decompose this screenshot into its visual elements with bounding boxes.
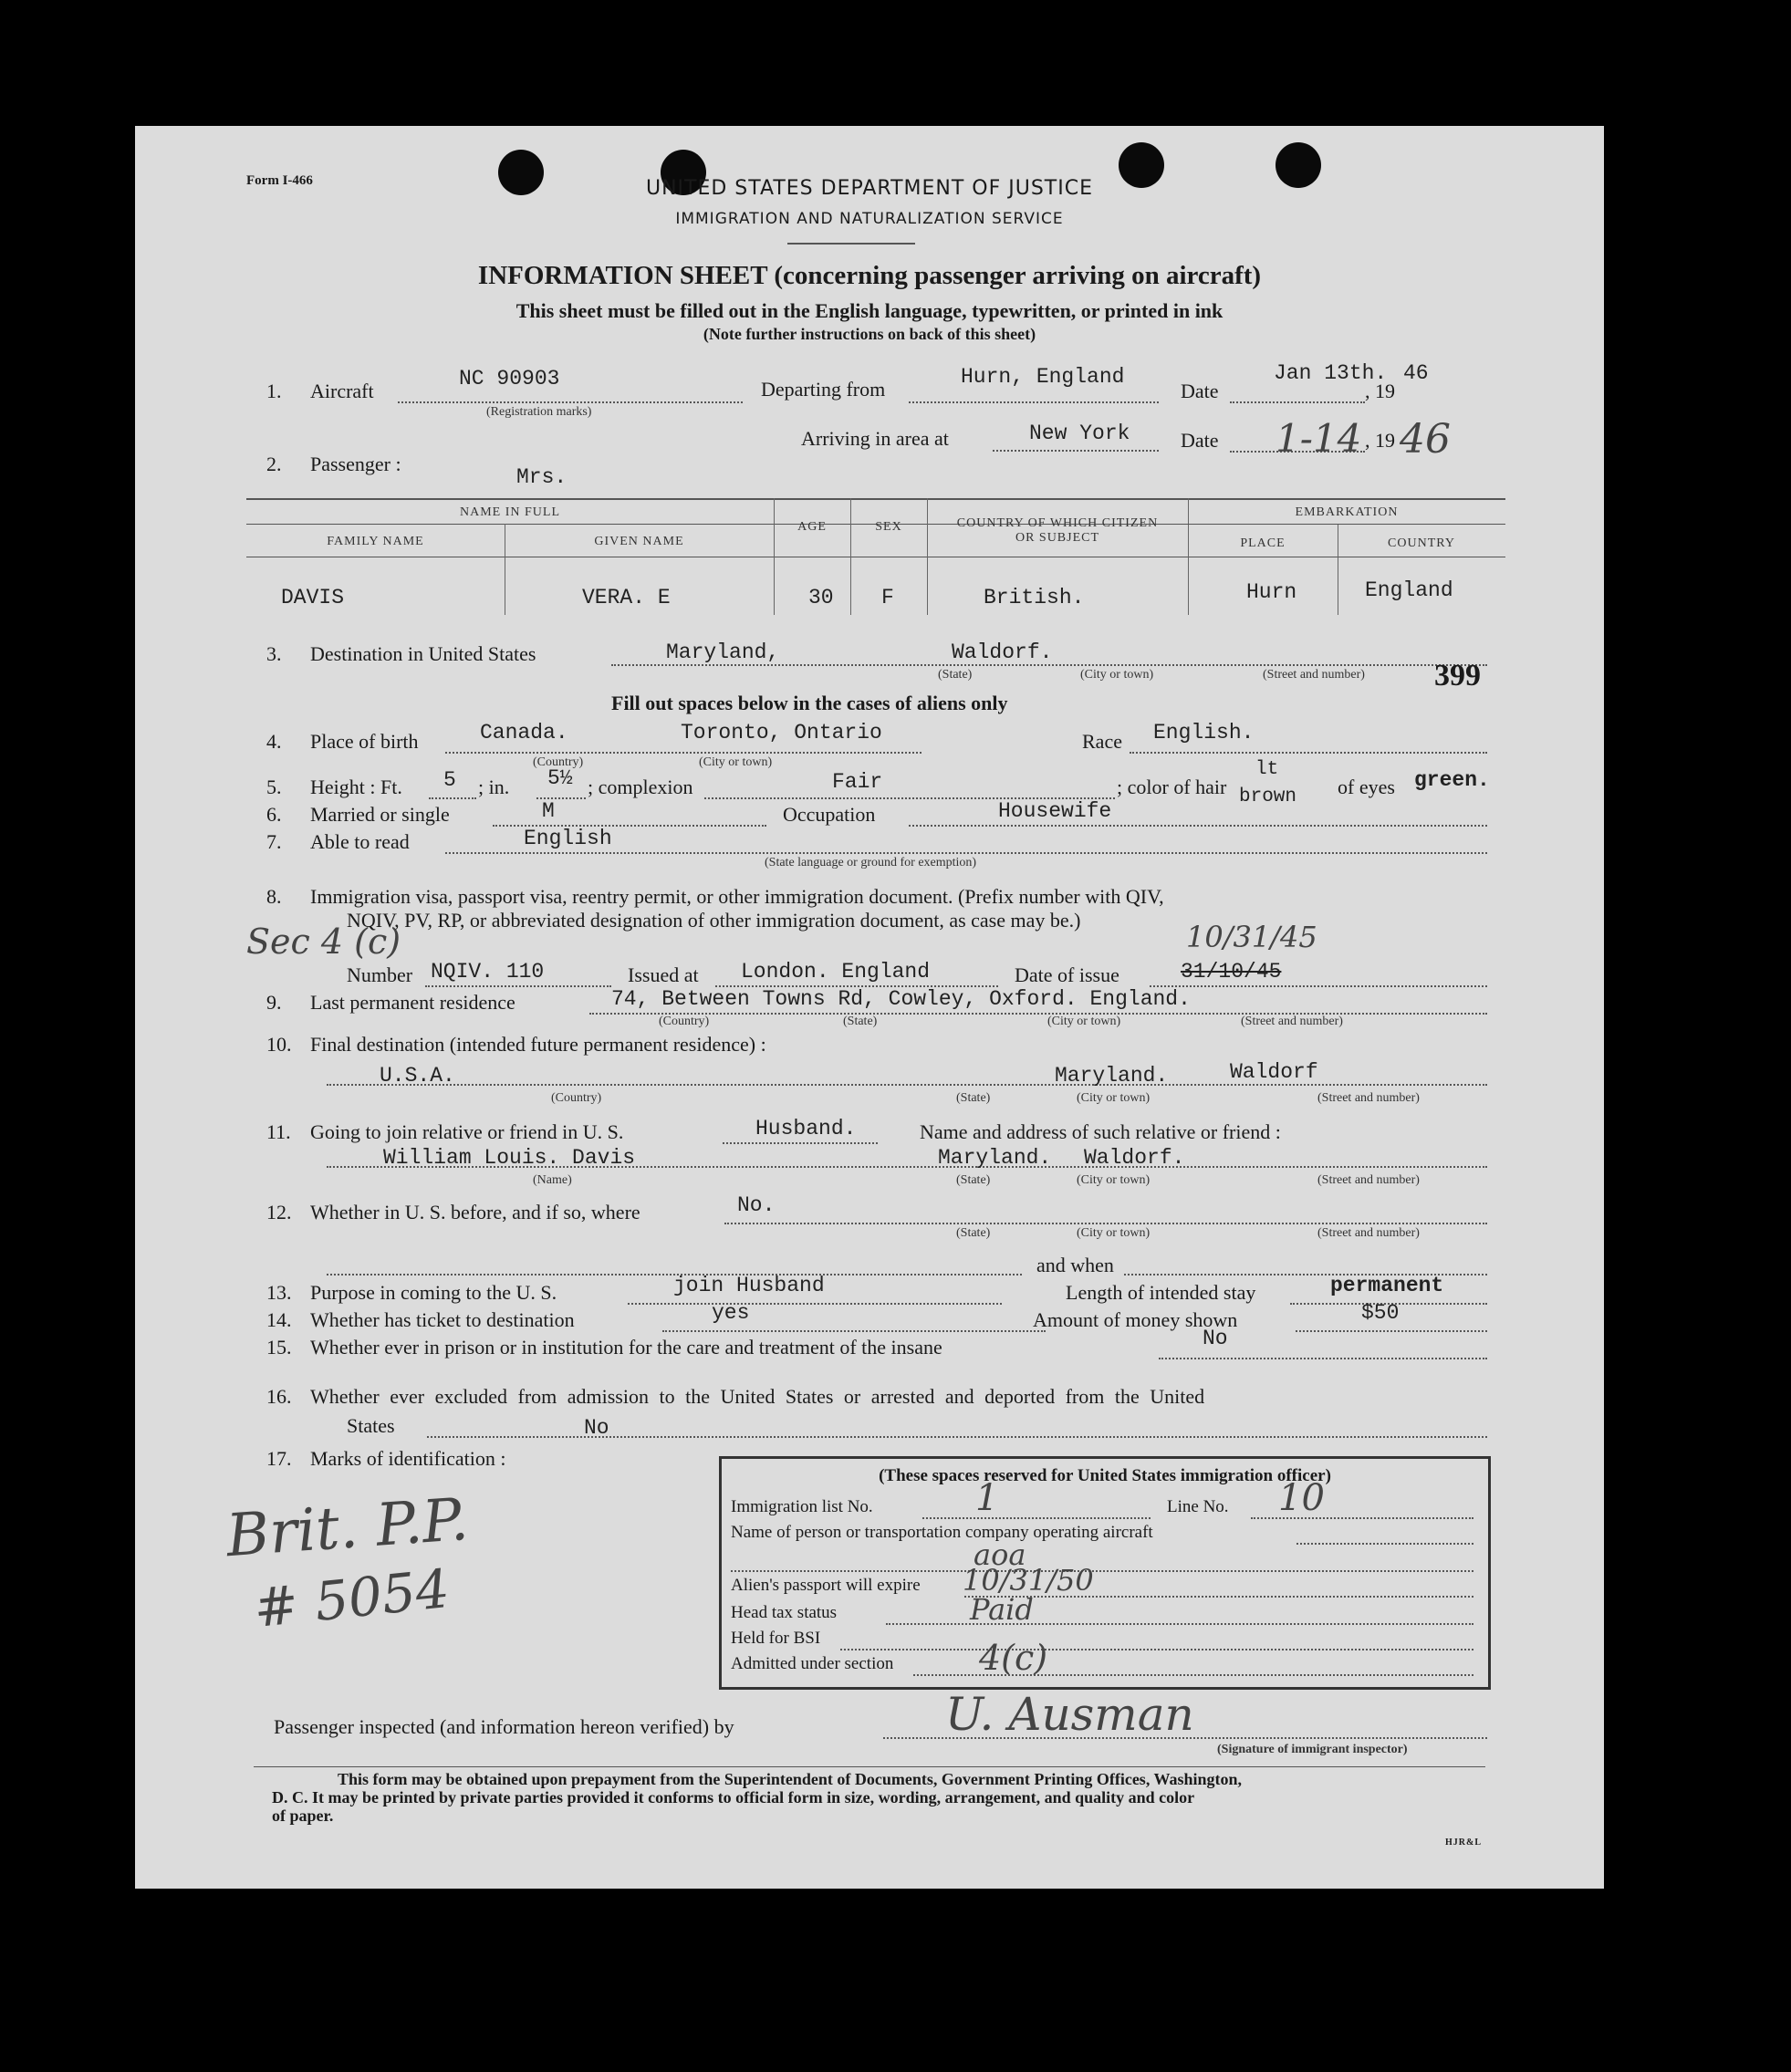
item-number: 5. <box>266 776 282 798</box>
printer-mark: HJR&L <box>1445 1838 1482 1848</box>
item-number: 8. <box>266 885 282 908</box>
final-state-value: Maryland. <box>1055 1064 1169 1088</box>
relative-name-value: William Louis. Davis <box>383 1146 636 1170</box>
passenger-title-value: Mrs. <box>516 465 567 489</box>
aliens-only-heading: Fill out spaces below in the cases of aliens only <box>611 692 1008 714</box>
last-residence-label: Last permanent residence <box>310 991 515 1014</box>
marks-value-line2: # 5054 <box>251 1557 453 1640</box>
footer-line1: This form may be obtained upon prepayment from the Superintendent of Documents, Government Printing Offices, Washington, <box>338 1770 1243 1788</box>
given-name-header: GIVEN NAME <box>594 535 684 548</box>
final-destination-label: Final destination (intended future permanent residence) : <box>310 1033 766 1056</box>
city-caption: (City or town) <box>1047 1015 1121 1028</box>
family-name-value: DAVIS <box>281 586 345 609</box>
excluded-text-line2: States <box>347 1414 395 1437</box>
operator-label: Name of person or transportation company operating aircraft <box>731 1523 1153 1542</box>
stamp-number: 399 <box>1434 659 1481 692</box>
city-caption: (City or town) <box>1080 668 1154 682</box>
aircraft-line <box>398 401 743 403</box>
city-caption: (City or town) <box>1077 1173 1151 1187</box>
form-instruction: This sheet must be filled out in the English language, typewritten, or printed in ink <box>515 299 1224 322</box>
doc-number-value: NQIV. 110 <box>431 960 545 984</box>
line-no-label: Line No. <box>1167 1497 1229 1516</box>
issued-at-label: Issued at <box>628 963 699 986</box>
aircraft-value: NC 90903 <box>459 367 560 390</box>
height-label: Height : Ft. <box>310 776 402 798</box>
inspector-signature: U. Ausman <box>945 1688 1194 1741</box>
arrive-year-prefix: , 19 <box>1365 429 1395 452</box>
form-sheet <box>135 126 1604 1889</box>
occupation-label: Occupation <box>783 803 876 826</box>
item-number: 10. <box>266 1033 292 1056</box>
arrive-year-value: 46 <box>1400 416 1451 463</box>
form-note: (Note further instructions on back of this sheet) <box>703 325 1036 343</box>
list-no-label: Immigration list No. <box>731 1497 873 1516</box>
dest-state-value: Maryland, <box>666 640 780 664</box>
in-us-before-label: Whether in U. S. before, and if so, where <box>310 1201 640 1223</box>
passport-expire-label: Alien's passport will expire <box>731 1576 921 1595</box>
prison-label: Whether ever in prison or in institution for the care and treatment of the insane <box>310 1336 942 1359</box>
length-stay-value: permanent <box>1330 1274 1444 1297</box>
street-caption: (Street and number) <box>1317 1226 1420 1240</box>
issued-at-value: London. England <box>741 960 931 984</box>
officer-reserved-box <box>719 1456 1491 1690</box>
race-label: Race <box>1082 730 1122 753</box>
country-caption: (Country) <box>659 1015 710 1028</box>
item-number: 2. <box>266 453 282 475</box>
item-number: 14. <box>266 1308 292 1331</box>
depart-year-prefix: , 19 <box>1365 380 1395 402</box>
item-number: 7. <box>266 830 282 853</box>
date-of-issue-label: Date of issue <box>1015 963 1119 986</box>
item-number: 6. <box>266 803 282 826</box>
depart-year-value: 46 <box>1403 361 1429 385</box>
departing-value: Hurn, England <box>961 365 1125 389</box>
depart-date-line <box>1230 401 1365 403</box>
doc-number-label: Number <box>347 963 413 986</box>
date-of-issue-handwritten: 10/31/45 <box>1186 920 1317 954</box>
state-caption: (State) <box>956 1226 991 1240</box>
embark-country-value: England <box>1365 578 1453 602</box>
age-value: 30 <box>808 586 834 609</box>
birth-label: Place of birth <box>310 730 419 753</box>
arriving-value: New York <box>1029 422 1130 445</box>
passport-expire-value: 10/31/50 <box>963 1563 1094 1598</box>
purpose-label: Purpose in coming to the U. S. <box>310 1281 557 1304</box>
length-stay-label: Length of intended stay <box>1066 1281 1256 1304</box>
arrive-date-label: Date <box>1181 429 1219 452</box>
city-caption: (City or town) <box>1077 1091 1151 1105</box>
state-language-caption: (State language or ground for exemption) <box>765 856 977 869</box>
visa-text-line1: Immigration visa, passport visa, reentry permit, or other immigration document. (Prefix number with QIV, <box>310 885 1164 908</box>
country-header: COUNTRY <box>1388 536 1455 550</box>
final-country-value: U.S.A. <box>380 1064 455 1088</box>
destination-label: Destination in United States <box>310 642 536 665</box>
item-number: 13. <box>266 1281 292 1304</box>
married-value: M <box>542 799 555 823</box>
passenger-label: Passenger : <box>310 453 401 475</box>
item-number: 12. <box>266 1201 292 1223</box>
marks-label: Marks of identification : <box>310 1447 506 1470</box>
departing-line <box>909 401 1159 403</box>
footer-line3: of paper. <box>272 1806 334 1825</box>
dest-city-value: Waldorf. <box>952 640 1053 664</box>
sex-value: F <box>881 586 894 609</box>
city-caption: (City or town) <box>699 755 773 769</box>
date-of-issue-value: 31/10/45 <box>1181 960 1282 984</box>
place-header: PLACE <box>1240 536 1286 550</box>
item-number: 15. <box>266 1336 292 1359</box>
read-label: Able to read <box>310 830 410 853</box>
given-name-value: VERA. E <box>582 586 671 609</box>
item-number: 3. <box>266 642 282 665</box>
admitted-value: 4(c) <box>979 1638 1048 1678</box>
item-number: 11. <box>266 1120 291 1143</box>
purpose-value: join Husband <box>673 1274 825 1297</box>
list-no-value: 1 <box>975 1477 999 1519</box>
header-divider <box>787 243 915 245</box>
in-us-before-value: No. <box>737 1193 776 1217</box>
name-caption: (Name) <box>533 1173 572 1187</box>
final-city-value: Waldorf <box>1230 1060 1318 1084</box>
street-caption: (Street and number) <box>1317 1091 1420 1105</box>
section-note: Sec 4 (c) <box>246 921 401 962</box>
hair-value-line2: brown <box>1239 786 1297 807</box>
visa-text-line2: NQIV, PV, RP, or abbreviated designation of other immigration document, as case may be.) <box>347 909 1081 932</box>
birth-city-value: Toronto, Ontario <box>681 721 882 744</box>
service-heading: IMMIGRATION AND NATURALIZATION SERVICE <box>675 210 1064 228</box>
arriving-label: Arriving in area at <box>801 427 949 450</box>
name-address-label: Name and address of such relative or friend : <box>920 1120 1281 1143</box>
state-caption: (State) <box>956 1091 991 1105</box>
hair-value-line1: lt <box>1255 759 1279 780</box>
money-label: Amount of money shown <box>1033 1308 1238 1331</box>
officer-box-heading: (These spaces reserved for United States immigration officer) <box>879 1466 1331 1485</box>
head-tax-label: Head tax status <box>731 1603 838 1622</box>
eyes-label: of eyes <box>1338 776 1395 798</box>
department-heading: UNITED STATES DEPARTMENT OF JUSTICE <box>645 177 1093 200</box>
height-in-value: 5½ <box>547 766 573 790</box>
read-value: English <box>524 827 612 850</box>
state-caption: (State) <box>938 668 973 682</box>
form-number: Form I-466 <box>246 173 313 188</box>
birth-country-value: Canada. <box>480 721 568 744</box>
registration-marks-caption: (Registration marks) <box>486 405 592 419</box>
prison-value: No <box>1203 1327 1228 1350</box>
item-number: 4. <box>266 730 282 753</box>
country-caption: (Country) <box>551 1091 602 1105</box>
departing-label: Departing from <box>761 378 886 401</box>
family-name-header: FAMILY NAME <box>327 535 424 548</box>
citizen-value: British. <box>984 586 1085 609</box>
excluded-text-line1: Whether ever excluded from admission to the United States or arrested and deported from the United <box>310 1385 1205 1408</box>
complexion-label: ; complexion <box>588 776 693 798</box>
ticket-label: Whether has ticket to destination <box>310 1308 575 1331</box>
embarkation-header: EMBARKATION <box>1295 505 1399 519</box>
occupation-value: Housewife <box>998 799 1112 823</box>
height-ft-value: 5 <box>443 768 456 792</box>
line-no-value: 10 <box>1278 1477 1325 1519</box>
aircraft-label: Aircraft <box>310 380 374 402</box>
street-caption: (Street and number) <box>1263 668 1365 682</box>
or-subject-header: OR SUBJECT <box>1015 531 1100 545</box>
height-in-label: ; in. <box>478 776 510 798</box>
name-in-full-header: NAME IN FULL <box>460 505 560 519</box>
admitted-label: Admitted under section <box>731 1654 894 1673</box>
married-label: Married or single <box>310 803 450 826</box>
complexion-value: Fair <box>832 770 883 794</box>
money-value: $50 <box>1361 1301 1400 1325</box>
item-number: 17. <box>266 1447 292 1470</box>
head-tax-value: Paid <box>970 1592 1034 1627</box>
operator-value: aoa <box>974 1537 1026 1572</box>
marks-value-line1: Brit. P.P. <box>224 1485 471 1571</box>
street-caption: (Street and number) <box>1241 1015 1343 1028</box>
inspected-label: Passenger inspected (and information hereon verified) by <box>274 1715 734 1738</box>
and-when-label: and when <box>1036 1254 1114 1276</box>
age-header: AGE <box>797 520 827 534</box>
signature-caption: (Signature of immigrant inspector) <box>1217 1743 1408 1756</box>
country-citizen-header: COUNTRY OF WHICH CITIZEN <box>956 516 1159 530</box>
form-title: INFORMATION SHEET (concerning passenger arriving on aircraft) <box>477 261 1262 290</box>
eyes-value: green. <box>1414 768 1490 792</box>
arrive-date-value: 1-14 <box>1276 416 1362 461</box>
state-caption: (State) <box>843 1015 878 1028</box>
ticket-value: yes <box>712 1301 750 1325</box>
race-value: English. <box>1153 721 1255 744</box>
join-value: Husband. <box>755 1117 857 1140</box>
arriving-line <box>993 450 1159 452</box>
depart-date-label: Date <box>1181 380 1219 402</box>
sex-header: SEX <box>875 520 902 534</box>
depart-date-value: Jan 13th. <box>1274 361 1388 385</box>
country-caption: (Country) <box>533 755 584 769</box>
item-number: 16. <box>266 1385 292 1408</box>
excluded-value: No <box>584 1416 609 1440</box>
relative-state-value: Maryland. <box>938 1146 1052 1170</box>
hair-label: ; color of hair <box>1117 776 1227 798</box>
bsi-label: Held for BSI <box>731 1629 821 1648</box>
join-label: Going to join relative or friend in U. S. <box>310 1120 624 1143</box>
footer-divider <box>254 1766 1485 1767</box>
relative-city-value: Waldorf. <box>1084 1146 1185 1170</box>
footer-line2: D. C. It may be printed by private parties provided it conforms to official form in size, wording, arrangement, and quality and color <box>272 1788 1195 1806</box>
city-caption: (City or town) <box>1077 1226 1151 1240</box>
last-residence-value: 74, Between Towns Rd, Cowley, Oxford. England. <box>611 987 1191 1011</box>
item-number: 9. <box>266 991 282 1014</box>
item-number: 1. <box>266 380 282 402</box>
state-caption: (State) <box>956 1173 991 1187</box>
embark-place-value: Hurn <box>1246 580 1297 604</box>
street-caption: (Street and number) <box>1317 1173 1420 1187</box>
